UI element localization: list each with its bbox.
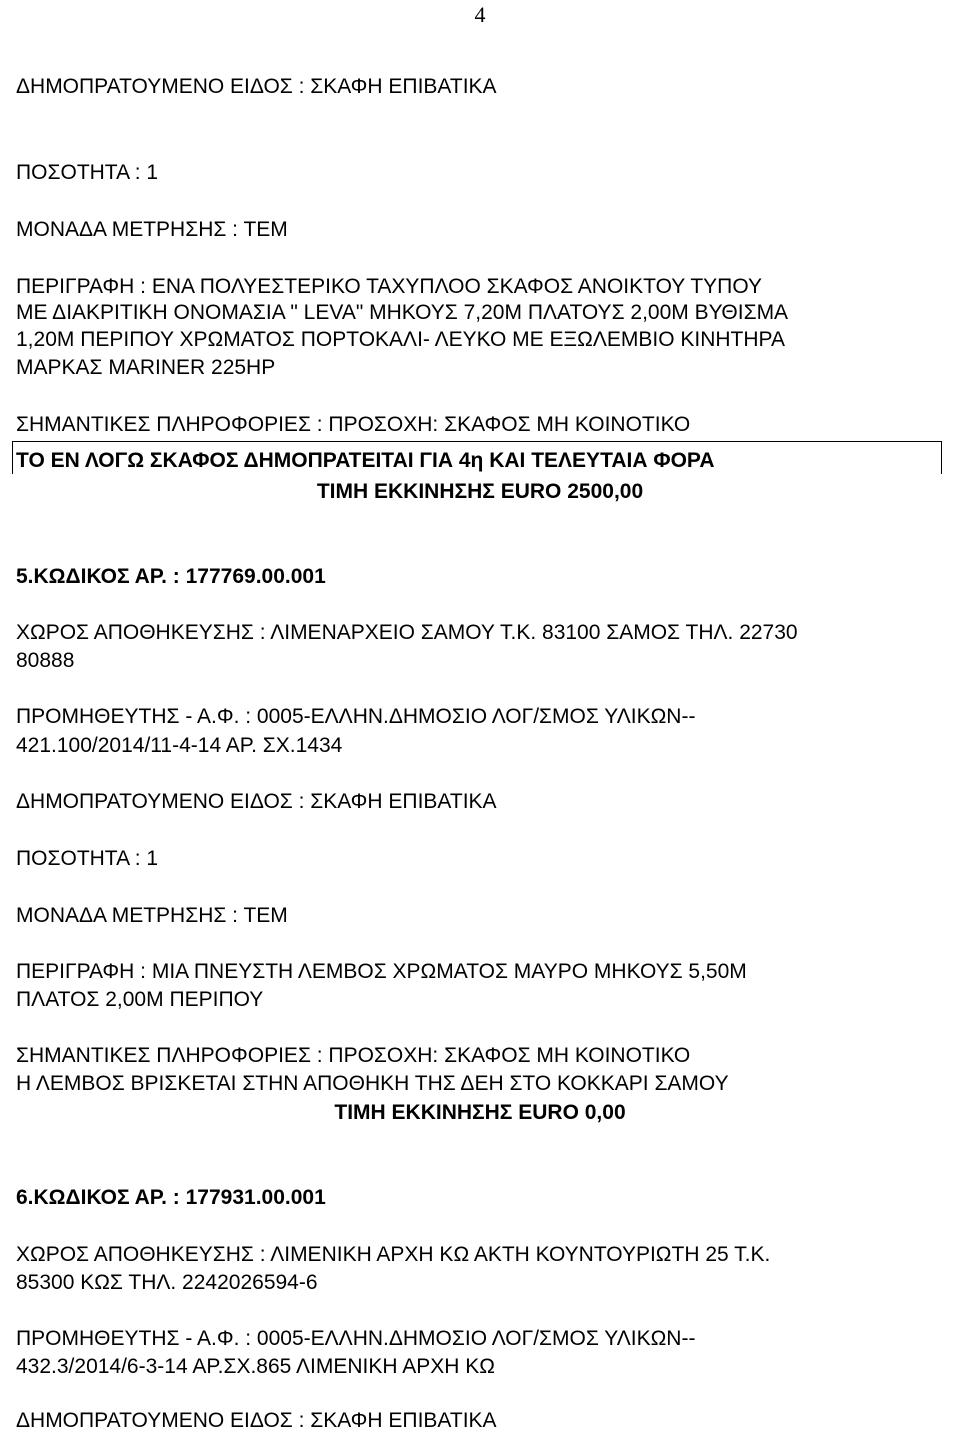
item-supplier-line: 432.3/2014/6-3-14 ΑΡ.ΣΧ.865 ΛΙΜΕΝΙΚΗ ΑΡΧΗ ΚΩ [16, 1355, 495, 1378]
item-category-header: ΔΗΜΟΠΡΑΤΟΥΜΕΝΟ ΕΙΔΟΣ : ΣΚΑΦΗ ΕΠΙΒΑΤΙΚΑ [16, 1409, 497, 1432]
item-note: ΤΟ ΕΝ ΛΟΓΩ ΣΚΑΦΟΣ ΔΗΜΟΠΡΑΤΕΙΤΑΙ ΓΙΑ 4η ΚΑΙ ΤΕΛΕΥΤΑΙΑ ΦΟΡΑ [16, 449, 715, 472]
item-description-line: ΠΕΡΙΓΡΑΦΗ : ΕΝΑ ΠΟΛΥΕΣΤΕΡΙΚΟ ΤΑΧΥΠΛΟΟ ΣΚΑΦΟΣ ΑΝΟΙΚΤΟΥ ΤΥΠΟΥ [16, 275, 763, 298]
item-storage-line: 80888 [16, 649, 75, 672]
item-starting-price: ΤΙΜΗ ΕΚΚΙΝΗΣΗΣ EURO 0,00 [334, 1101, 626, 1124]
page-number: 4 [474, 2, 486, 27]
item-storage-line: ΧΩΡΟΣ ΑΠΟΘΗΚΕΥΣΗΣ : ΛΙΜΕΝΑΡΧΕΙΟ ΣΑΜΟΥ Τ.Κ. 83100 ΣΑΜΟΣ ΤΗΛ. 22730 [16, 621, 798, 644]
item-supplier-line: ΠΡΟΜΗΘΕΥΤΗΣ - Α.Φ. : 0005-ΕΛΛΗΝ.ΔΗΜΟΣΙΟ ΛΟΓ/ΣΜΟΣ ΥΛΙΚΩΝ-- [16, 1327, 696, 1350]
item-storage-line: 85300 ΚΩΣ ΤΗΛ. 2242026594-6 [16, 1271, 318, 1294]
item-unit: ΜΟΝΑΔΑ ΜΕΤΡΗΣΗΣ : ΤΕΜ [16, 904, 288, 927]
item-category-header: ΔΗΜΟΠΡΑΤΟΥΜΕΝΟ ΕΙΔΟΣ : ΣΚΑΦΗ ΕΠΙΒΑΤΙΚΑ [16, 75, 497, 98]
item-description-line: ΜΑΡΚΑΣ MARINER 225HP [16, 356, 276, 379]
item-description-line: ΠΛΑΤΟΣ 2,00Μ ΠΕΡΙΠΟΥ [16, 988, 264, 1011]
item-important-info: ΣΗΜΑΝΤΙΚΕΣ ΠΛΗΡΟΦΟΡΙΕΣ : ΠΡΟΣΟΧΗ: ΣΚΑΦΟΣ ΜΗ ΚΟΙΝΟΤΙΚΟ [16, 413, 691, 436]
item-supplier-line: ΠΡΟΜΗΘΕΥΤΗΣ - Α.Φ. : 0005-ΕΛΛΗΝ.ΔΗΜΟΣΙΟ ΛΟΓ/ΣΜΟΣ ΥΛΙΚΩΝ-- [16, 705, 696, 728]
item-quantity: ΠΟΣΟΤΗΤΑ : 1 [16, 847, 159, 870]
item-code: 6.ΚΩΔΙΚΟΣ ΑΡ. : 177931.00.001 [16, 1186, 326, 1209]
item-description-line: ΜΕ ΔΙΑΚΡΙΤΙΚΗ ΟΝΟΜΑΣΙΑ " LEVA" ΜΗΚΟΥΣ 7,20Μ ΠΛΑΤΟΥΣ 2,00Μ ΒΥΘΙΣΜΑ [16, 301, 789, 324]
item-description-line: ΠΕΡΙΓΡΑΦΗ : ΜΙΑ ΠΝΕΥΣΤΗ ΛΕΜΒΟΣ ΧΡΩΜΑΤΟΣ ΜΑΥΡΟ ΜΗΚΟΥΣ 5,50Μ [16, 960, 747, 983]
item-category-header: ΔΗΜΟΠΡΑΤΟΥΜΕΝΟ ΕΙΔΟΣ : ΣΚΑΦΗ ΕΠΙΒΑΤΙΚΑ [16, 790, 497, 813]
item-quantity: ΠΟΣΟΤΗΤΑ : 1 [16, 161, 159, 184]
item-code: 5.ΚΩΔΙΚΟΣ ΑΡ. : 177769.00.001 [16, 565, 326, 588]
item-supplier-line: 421.100/2014/11-4-14 ΑΡ. ΣΧ.1434 [16, 734, 343, 757]
item-starting-price: ΤΙΜΗ ΕΚΚΙΝΗΣΗΣ EURO 2500,00 [316, 480, 644, 503]
item-unit: ΜΟΝΑΔΑ ΜΕΤΡΗΣΗΣ : ΤΕΜ [16, 218, 288, 241]
item-note: Η ΛΕΜΒΟΣ ΒΡΙΣΚΕΤΑΙ ΣΤΗΝ ΑΠΟΘΗΚΗ ΤΗΣ ΔΕΗ ΣΤΟ ΚΟΚΚΑΡΙ ΣΑΜΟΥ [16, 1072, 729, 1095]
item-storage-line: ΧΩΡΟΣ ΑΠΟΘΗΚΕΥΣΗΣ : ΛΙΜΕΝΙΚΗ ΑΡΧΗ ΚΩ ΑΚΤΗ ΚΟΥΝΤΟΥΡΙΩΤΗ 25 Τ.Κ. [16, 1243, 771, 1266]
item-important-info: ΣΗΜΑΝΤΙΚΕΣ ΠΛΗΡΟΦΟΡΙΕΣ : ΠΡΟΣΟΧΗ: ΣΚΑΦΟΣ ΜΗ ΚΟΙΝΟΤΙΚΟ [16, 1044, 691, 1067]
item-description-line: 1,20Μ ΠΕΡΙΠΟΥ ΧΡΩΜΑΤΟΣ ΠΟΡΤΟΚΑΛΙ- ΛΕΥΚΟ ΜΕ ΕΞΩΛΕΜΒΙΟ ΚΙΝΗΤΗΡΑ [16, 328, 786, 351]
